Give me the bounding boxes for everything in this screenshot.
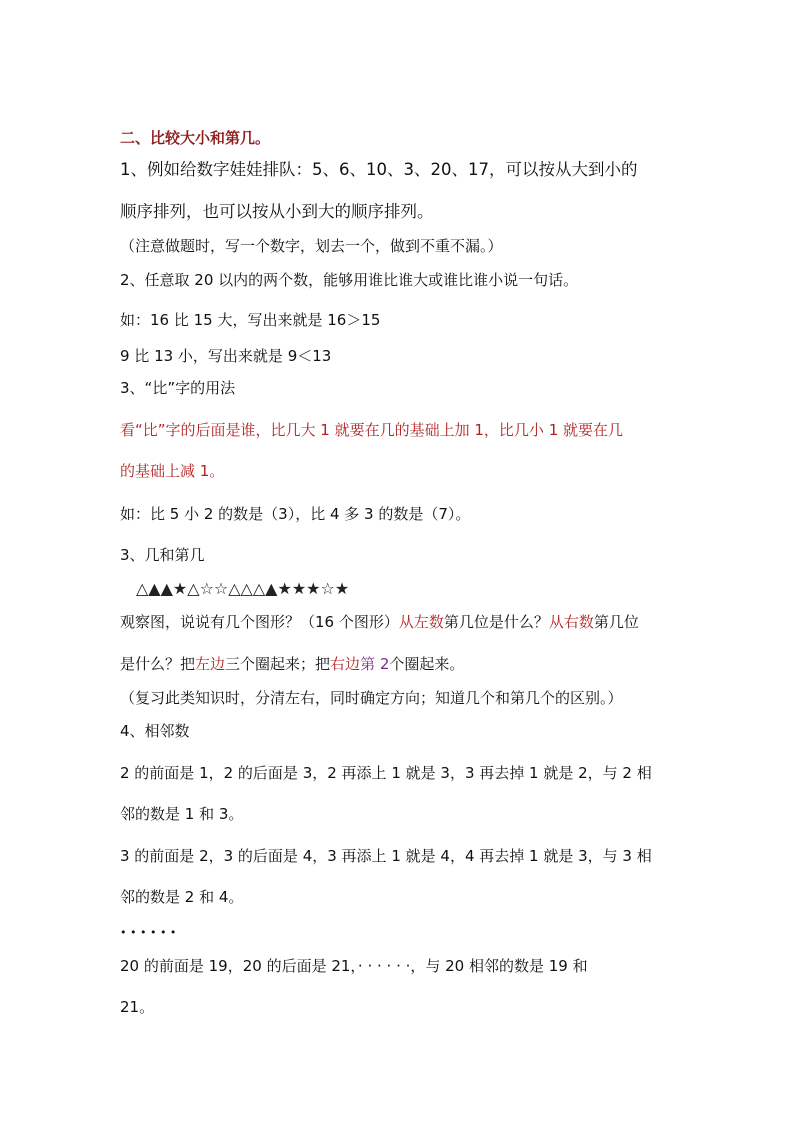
item3b-title: 3、几和第几: [120, 546, 205, 564]
item3-rule-line1: 看“比”字的后面是谁，比几大 1 就要在几的基础上加 1，比几小 1 就要在几: [120, 421, 624, 439]
observe-text-6: 是什么？把: [120, 655, 196, 673]
item1-line2: 顺序排列，也可以按从小到大的顺序排列。: [120, 202, 434, 221]
observe-right-side: 右边: [330, 655, 361, 673]
item3-example: 如：比 5 小 2 的数是（3），比 4 多 3 的数是（7）。: [120, 505, 471, 523]
ellipsis-dots: • • • • • •: [120, 926, 177, 939]
item4-b-line2: 邻的数是 2 和 4。: [120, 888, 244, 906]
observe-text-3: 第几位是什么？: [443, 613, 549, 631]
item3-rule-line2: 的基础上减 1。: [120, 462, 225, 480]
observe-text-5: 第几位: [593, 613, 639, 631]
item2-example2: 9 比 13 小，写出来就是 9＜13: [120, 347, 332, 365]
item4-a-line2: 邻的数是 1 和 3。: [120, 805, 244, 823]
item1-line1: 1、例如给数字娃娃排队：5、6、10、3、20、17，可以按从大到小的: [120, 160, 638, 179]
item4-b-line1: 3 的前面是 2，3 的后面是 4，3 再添上 1 就是 4，4 再去掉 1 就是 3，与 3 相: [120, 847, 652, 865]
item4-c-line2: 21。: [120, 998, 155, 1016]
item3b-note: （复习此类知识时，分清左右，同时确定方向；知道几个和第几个的区别。）: [120, 689, 623, 707]
item4-a-line1: 2 的前面是 1，2 的后面是 3，2 再添上 1 就是 3，3 再去掉 1 就是 2，与 2 相: [120, 764, 652, 782]
item2-example1: 如：16 比 15 大，写出来就是 16＞15: [120, 311, 381, 329]
item2-line: 2、任意取 20 以内的两个数，能够用谁比谁大或谁比谁小说一句话。: [120, 271, 579, 289]
item1-note: （注意做题时，写一个数字，划去一个，做到不重不漏。）: [120, 237, 503, 255]
shapes-row: △▲▲★△☆☆△△△▲★★★☆★: [136, 579, 350, 598]
item3-title: 3、“比”字的用法: [120, 379, 236, 397]
observe-from-left: 从左数: [398, 613, 444, 631]
item4-c-line1: 20 的前面是 19，20 的后面是 21，· · · · · ·，与 20 相邻的数是 19 和: [120, 957, 588, 975]
observe-text-11: 个圈起来。: [389, 655, 465, 673]
observe-position-2: 第 2: [360, 655, 390, 673]
observe-text-1: 观察图，说说有几个图形？（16 个图形）: [120, 613, 399, 631]
observe-line1: [120, 612, 639, 632]
observe-line2: [120, 654, 464, 674]
observe-from-right: 从右数: [548, 613, 594, 631]
section-title: 二、比较大小和第几。: [120, 129, 271, 147]
observe-left-side: 左边: [195, 655, 226, 673]
item4-title: 4、相邻数: [120, 722, 190, 740]
observe-text-8: 三个圈起来；把: [225, 655, 331, 673]
